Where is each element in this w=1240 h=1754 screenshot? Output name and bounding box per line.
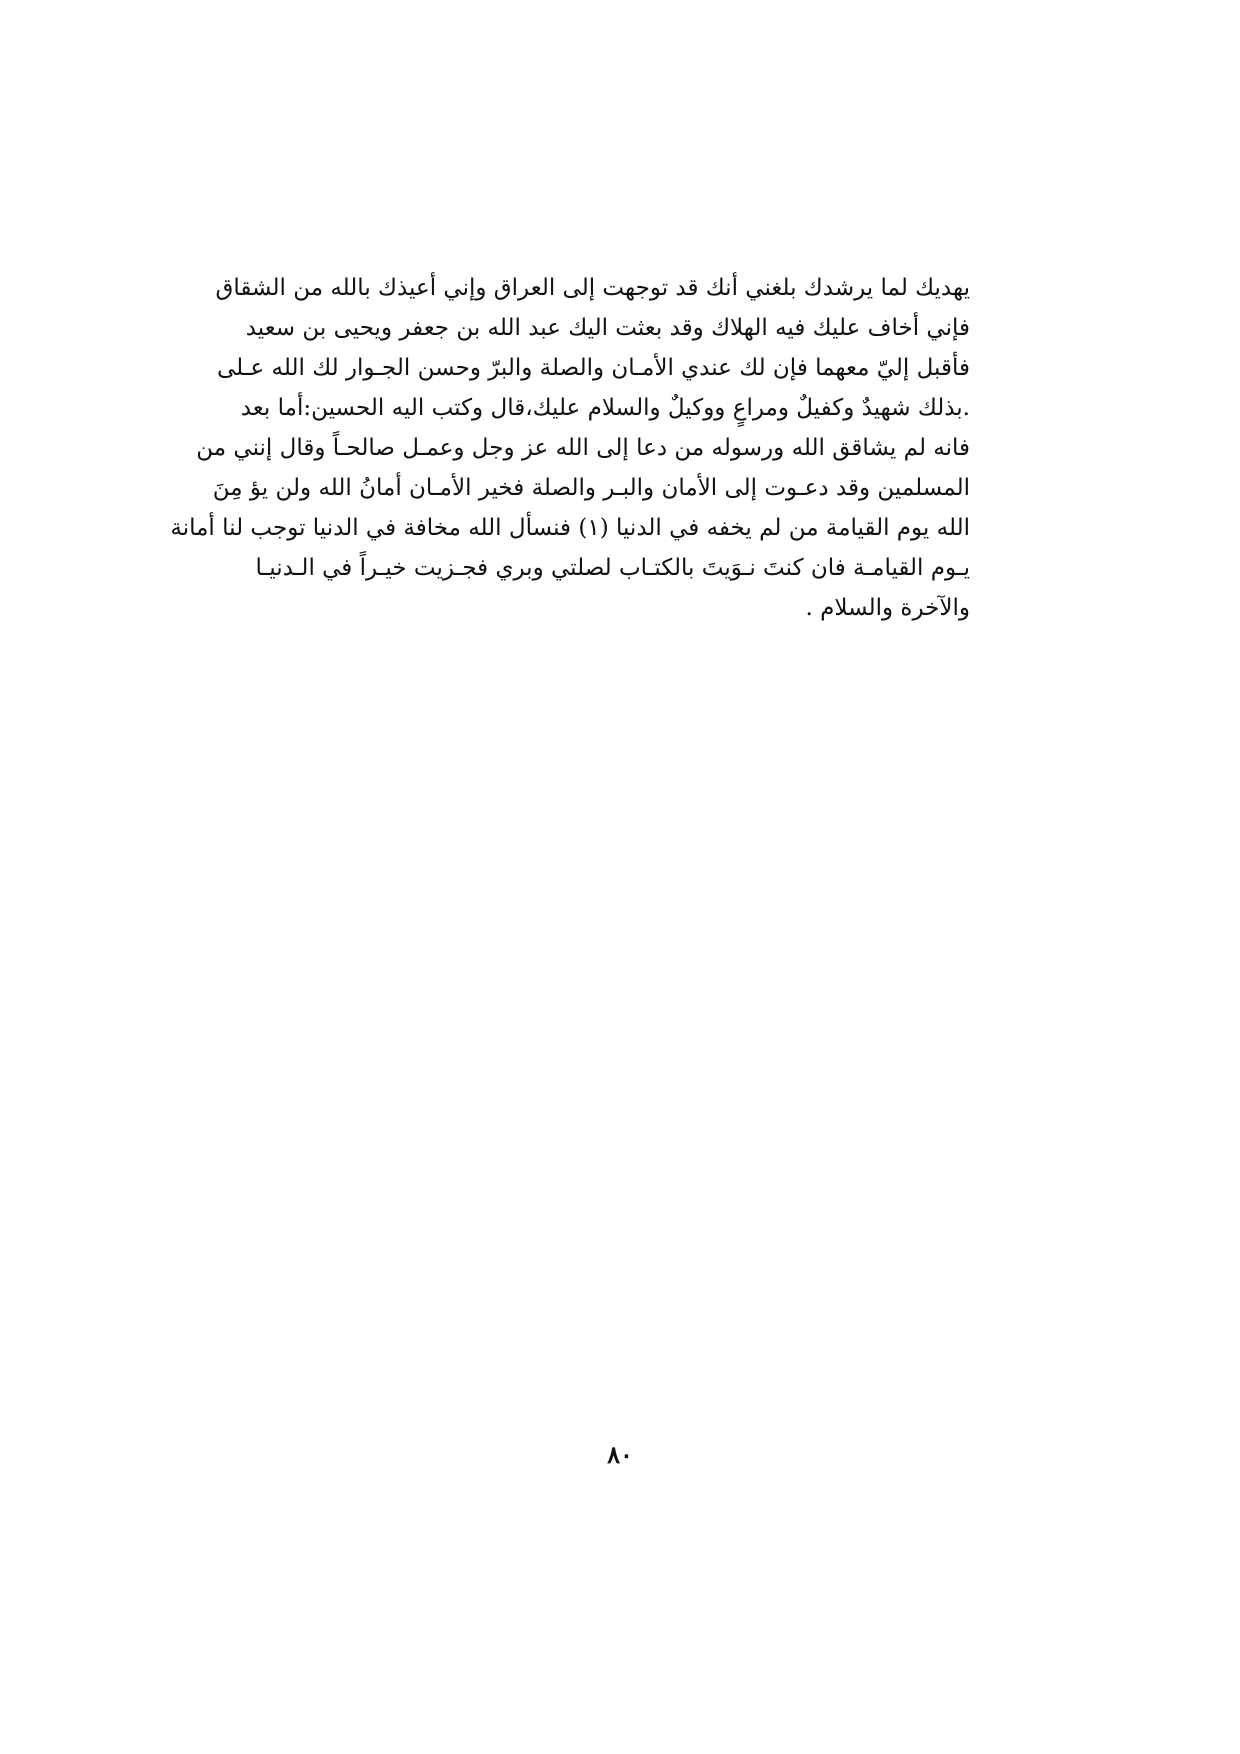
page-number: ٨٠ (607, 1440, 633, 1469)
text-line: فإني أخاف عليك فيه الهلاك وقد بعثت اليك عبد الله بن جعفر ويحيى بن سعيد (245, 315, 970, 341)
text-line: والآخرة والسلام . (805, 595, 970, 621)
body-text (170, 268, 970, 628)
text-line: الله يوم القيامة من لم يخفه في الدنيا (١) فنسأل الله مخافة في الدنيا توجب لنا أمانة (170, 515, 970, 541)
text-line: المسلمين وقد دعـوت إلى الأمان والبـر والصلة فخير الأمـان أمانُ الله ولن يؤ مِنَ (212, 475, 970, 501)
text-line: .بذلك شهيدٌ وكفيلٌ ومراعٍ ووكيلٌ والسلام عليك،قال وكتب اليه الحسين:أما بعد (240, 395, 970, 421)
text-line: يـوم القيامـة فان كنتَ نـوَيتَ بالكتـاب لصلتي وبري فجـزيت خيـراً في الـدنيـا (255, 555, 970, 581)
text-line: يهديك لما يرشدك بلغني أنك قد توجهت إلى العراق وإني أعيذك بالله من الشقاق (215, 275, 970, 301)
text-line: فانه لم يشاقق الله ورسوله من دعا إلى الله عز وجل وعمـل صالحـاً وقال إنني من (196, 435, 970, 461)
text-line: فأقبل إليّ معهما فإن لك عندي الأمـان والصلة والبرّ وحسن الجـوار لك الله عـلى (216, 355, 970, 381)
